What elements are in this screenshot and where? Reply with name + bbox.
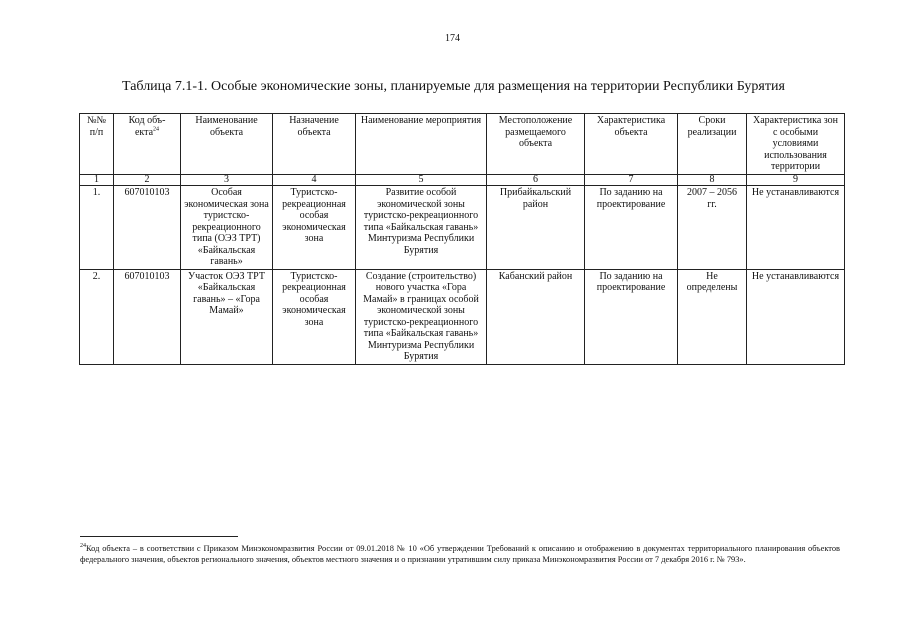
column-number: 6 [487,175,585,186]
header-cell: №№ п/п [80,114,114,175]
header-cell: Характеристика зон с особыми условиями использования территории [747,114,845,175]
restricted-zones: Не устанавливаются [747,186,845,270]
footnote-ref[interactable]: 24 [153,126,160,133]
header-cell: Наименование мероприятия [356,114,487,175]
sez-table [79,113,845,365]
column-number: 8 [678,175,747,186]
object-name: Особая экономическая зона туристско-рекреационного типа (ОЭЗ ТРТ) «Байкальская гавань» [181,186,273,270]
implementation-period: 2007 – 2056 гг. [678,186,747,270]
implementation-period: Не определены [678,269,747,364]
table-caption: Таблица 7.1-1. Особые экономические зоны, планируемые для размещения на территории Республики Бурятия [122,79,785,94]
footnote-separator [80,536,238,537]
column-number: 5 [356,175,487,186]
object-name: Участок ОЭЗ ТРТ «Байкальская гавань» – «Гора Мамай» [181,269,273,364]
row-number: 2. [80,269,114,364]
measure-name: Создание (строительство) нового участка «Гора Мамай» в границах особой экономической зоны туристско-рекреационного типа «Байкальская гавань» Минтуризма Республики Бурятия [356,269,487,364]
column-number: 4 [273,175,356,186]
location: Кабанский район [487,269,585,364]
column-number: 2 [114,175,181,186]
measure-name: Развитие особой экономической зоны туристско-рекреационного типа «Байкальская гавань» Минтуризма Республики Бурятия [356,186,487,270]
header-cell: Назначение объекта [273,114,356,175]
object-purpose: Туристско-рекреационная особая экономическая зона [273,186,356,270]
header-cell: Код объ-екта$^{24}$ [114,114,181,175]
footnote [80,543,840,565]
column-number-row [80,175,845,186]
page-number: 174 [445,33,460,44]
object-code: 607010103 [114,186,181,270]
header-row [80,114,845,175]
footnote-marker: 24 [80,543,86,550]
object-characteristics: По заданию на проектирование [585,269,678,364]
object-code: 607010103 [114,269,181,364]
header-cell: Наименование объекта [181,114,273,175]
row-number: 1. [80,186,114,270]
footnote-text: Код объекта – в соответствии с Приказом Минэкономразвития России от 09.01.2018 № 10 «Об утверждении Требований к описанию и отображению в документах территориального планирования объектов федерального значения, объектов регионального значения, объектов местного значения и о признании утратившим силу приказа Минэкономразвития России от 7 декабря 2016 г. № 793». [80,544,840,564]
header-cell: Местоположение размещаемого объекта [487,114,585,175]
column-number: 7 [585,175,678,186]
column-number: 9 [747,175,845,186]
restricted-zones: Не устанавливаются [747,269,845,364]
table-row [80,186,845,270]
object-characteristics: По заданию на проектирование [585,186,678,270]
column-number: 1 [80,175,114,186]
header-cell: Сроки реализации [678,114,747,175]
header-cell: Характеристика объекта [585,114,678,175]
column-number: 3 [181,175,273,186]
object-purpose: Туристско-рекреационная особая экономическая зона [273,269,356,364]
location: Прибайкальский район [487,186,585,270]
table-row [80,269,845,364]
